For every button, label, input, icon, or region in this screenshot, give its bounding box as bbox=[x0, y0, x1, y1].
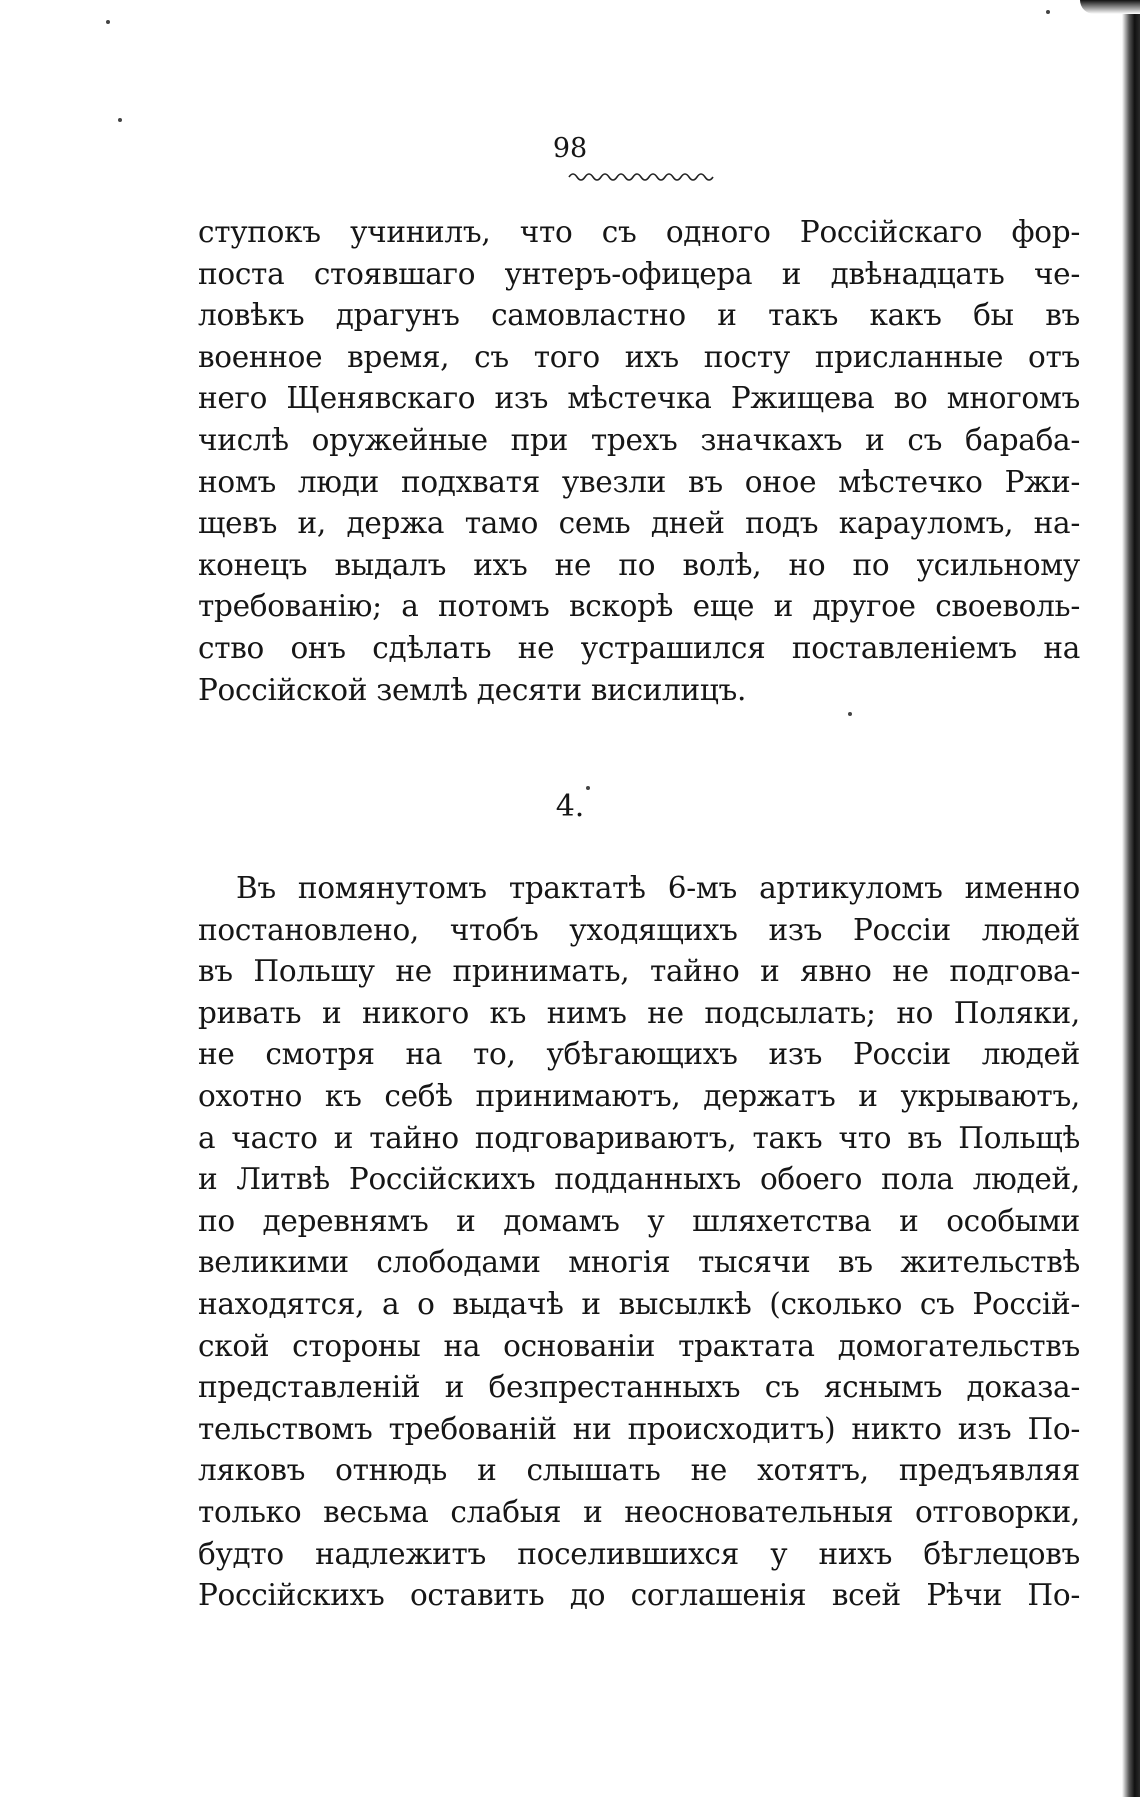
text-line: него Щенявскаго изъ мѣстечка Ржищева во многомъ bbox=[198, 381, 1080, 416]
paragraph-section-4 bbox=[198, 868, 1080, 1617]
text-line: числѣ оружейные при трехъ значкахъ и съ бараба- bbox=[198, 422, 1080, 457]
text-line: великими слободами многія тысячи въ жительствѣ bbox=[198, 1245, 1080, 1280]
text-line: ловѣкъ драгунъ самовластно и такъ какъ бы въ bbox=[198, 298, 1080, 333]
text-line: ривать и никого къ нимъ не подсылать; но Поляки, bbox=[198, 995, 1080, 1030]
scan-speck bbox=[1046, 10, 1050, 14]
text-line: Въ помянутомъ трактатѣ 6-мъ артикуломъ именно bbox=[236, 871, 1080, 905]
text-line: конецъ выдалъ ихъ не по волѣ, но по усильному bbox=[198, 547, 1080, 582]
text-line: находятся, а о выдачѣ и высылкѣ (сколько съ Россій- bbox=[198, 1286, 1080, 1321]
text-line: только весьма слабыя и неосновательныя отговорки, bbox=[198, 1494, 1080, 1529]
paragraph-continued bbox=[198, 212, 1080, 711]
scan-speck bbox=[118, 118, 122, 122]
text-line: а часто и тайно подговариваютъ, такъ что въ Польщѣ bbox=[198, 1120, 1080, 1155]
text-line: ляковъ отнюдь и слышать не хотятъ, предъявляя bbox=[198, 1453, 1080, 1488]
text-line: требованію; а потомъ вскорѣ еще и другое своеволь- bbox=[198, 589, 1080, 624]
text-line: охотно къ себѣ принимаютъ, держатъ и укрываютъ, bbox=[198, 1078, 1080, 1113]
text-line: тельствомъ требованій ни происходитъ) никто изъ По- bbox=[198, 1411, 1080, 1446]
text-line: ской стороны на основаніи трактата домогательствъ bbox=[198, 1328, 1080, 1363]
text-line: въ Польшу не принимать, тайно и явно не подгова- bbox=[198, 954, 1080, 989]
section-number: 4. bbox=[555, 789, 585, 824]
text-line: военное время, съ того ихъ посту присланные отъ bbox=[198, 339, 1080, 374]
text-line: номъ люди подхватя увезли въ оное мѣстечко Ржи- bbox=[198, 464, 1080, 499]
text-line: ступокъ учинилъ, что съ одного Россійскаго фор- bbox=[198, 215, 1080, 249]
wavy-rule-ornament bbox=[568, 170, 714, 184]
text-line: Россійскихъ оставить до соглашенія всей Рѣчи По- bbox=[198, 1578, 1080, 1613]
text-line: ство онъ сдѣлать не устрашился поставленіемъ на bbox=[198, 630, 1080, 665]
page-number: 98 bbox=[552, 133, 588, 164]
text-line: по деревнямъ и домамъ у шляхетства и особыми bbox=[198, 1203, 1080, 1238]
text-line: постановлено, чтобъ уходящихъ изъ Россіи людей bbox=[198, 912, 1080, 947]
page-binding-edge bbox=[1122, 0, 1140, 1797]
scan-speck bbox=[848, 712, 852, 716]
text-line: будто надлежитъ поселившихся у нихъ бѣглецовъ bbox=[198, 1536, 1080, 1571]
text-line: щевъ и, держа тамо семь дней подъ карауломъ, на- bbox=[198, 506, 1080, 541]
page-corner-shadow bbox=[1080, 0, 1140, 14]
text-line: и Литвѣ Россійскихъ подданныхъ обоего пола людей, bbox=[198, 1162, 1080, 1197]
scan-speck bbox=[106, 20, 110, 24]
text-line: поста стоявшаго унтеръ-офицера и двѣнадцать че- bbox=[198, 256, 1080, 291]
text-line: не смотря на то, убѣгающихъ изъ Россіи людей bbox=[198, 1037, 1080, 1072]
text-line: Россійской землѣ десяти висилицъ. bbox=[198, 672, 747, 707]
text-line: представленій и безпрестанныхъ съ яснымъ доказа- bbox=[198, 1370, 1080, 1405]
